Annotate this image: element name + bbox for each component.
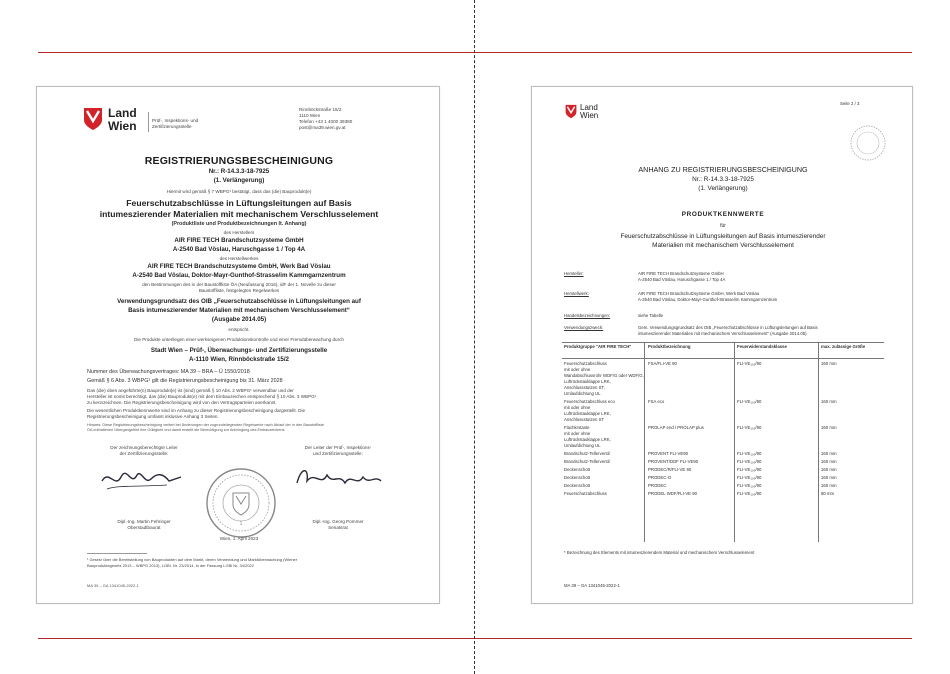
address-phone: Telefon +43 1 4000 39380 — [299, 119, 353, 124]
logo-land: Land — [108, 106, 137, 120]
signature-right — [293, 459, 385, 499]
annex-product-title-2: Materialien mit mechanischem Verschlusselement — [652, 242, 794, 249]
th-class: Feuerwiderstandsklasse — [737, 344, 787, 349]
kennwerte-heading: PRODUKTKENNWERTE — [681, 211, 765, 218]
authority-address: A-1110 Wien, Rinnböckstraße 15/2 — [188, 356, 289, 363]
table-col-rule-1 — [644, 342, 645, 542]
cell-size: 160 mm — [821, 483, 837, 488]
logo-divider — [148, 112, 149, 132]
manufacturer-label: des Herstellers — [223, 230, 255, 235]
cell-group: Feuerschutzabschluss — [564, 491, 607, 496]
table-col-rule-3 — [818, 342, 819, 542]
annex-extension: (1. Verlängerung) — [698, 185, 748, 192]
sign-right-name: Dipl.-Ing. Georg Pommer — [312, 519, 364, 524]
cell-group: Brandschutz-Tellerventil — [564, 451, 610, 456]
cell-group: Deckenschott — [564, 467, 591, 472]
wien-shield-icon — [83, 107, 103, 131]
control-text: Die Produkte unterliegen einer werkseigenen Produktionskontrolle und einer Fremdüberwachung durch — [134, 337, 344, 342]
center-fold-line — [474, 0, 475, 674]
cell-group: Anschlussstutzen ST, — [564, 385, 605, 390]
cell-group: Flachkrstaste — [564, 425, 590, 430]
cell-class: FLI-VE₁₀₀/90 — [737, 451, 762, 456]
manufacturer-address: A-2540 Bad Vöslau, Haruschgasse 1 / Top 4A — [172, 246, 306, 253]
cell-group: Feuerschutzabschluss — [564, 361, 607, 366]
logo-wien: Wien — [108, 119, 137, 133]
cell-name: FSA/FLI-VE 90 — [648, 361, 677, 366]
logo-sub-2: Zertifizierungsstelle — [152, 124, 192, 129]
oib-title-2: Basis intumeszierender Materialien mit mechanischem Verschlusselement“ — [128, 307, 350, 314]
cell-group: Umlaufdichtung UL — [564, 391, 601, 396]
signature-left — [97, 459, 187, 499]
cell-class: FLI-VE₁₀₀/90 — [737, 491, 762, 496]
cell-name: PRODEC — [648, 483, 667, 488]
sign-right-head-2: und Zertifizierungsstelle: — [313, 451, 363, 456]
info-value-zweck-2: intumeszierender Materialien mit mechanischem Verschlusselement“ (Ausgabe 2014.05) — [638, 331, 807, 336]
cell-class: FLI-VE₁₀₀/90 — [737, 467, 762, 472]
footnote-rule — [87, 553, 147, 554]
contract-number: Nummer des Überwachungsvertrages: MA 39 – BRA – Ü 1550/2018 — [87, 369, 250, 375]
cell-class: FLI-VE₁₀₀/90 — [737, 483, 762, 488]
cell-group: Deckenschott — [564, 475, 591, 480]
basis-line-1: den Bestimmungen des in der Baustoffliste ÖA (Neufassung 2016), idF der 1. Novelle zu dieser — [142, 282, 336, 287]
body-line-1: Das (die) oben angeführte(n) Bauprodukt(e) ist (sind) gemäß § 10 Abs. 2 WBPG¹ verwendbar und der — [87, 388, 294, 393]
entspricht-text: entspricht. — [228, 327, 250, 332]
info-label-handel: Handelsbezeichnungen: — [564, 313, 611, 318]
sign-left-head-2: der Zertifizierungsstelle: — [119, 451, 169, 456]
annex-product-title-1: Feuerschutzabschlüsse in Lüftungsleitungen auf Basis intumeszierender — [620, 233, 826, 240]
cell-size: 160 mm — [821, 451, 837, 456]
cell-size: 160 mm — [821, 399, 837, 404]
address-street: Rinnböckstraße 15/2 — [299, 107, 342, 112]
plant-label: des Herstellwerkes — [219, 256, 259, 261]
top-guide-line — [38, 52, 912, 53]
logo-sub-1: Prüf-, Inspektions- und — [152, 118, 199, 123]
validity-text: Gemäß § 6 Abs. 3 WBPG¹ gilt die Registrierungsbescheinigung bis 31. März 2028 — [87, 378, 283, 384]
table-top-rule — [562, 342, 884, 343]
cell-class: FLI-VE₁₀₀/90 — [737, 399, 762, 404]
certificate-title: REGISTRIERUNGSBESCHEINIGUNG — [144, 155, 334, 167]
annex-footer-code: MA 39 – GA 1341045-2022-1 — [564, 583, 620, 588]
sign-left-head-1: Der zeichnungsberechtigte Leiter — [110, 445, 178, 450]
cell-class: FLI-VE₁₀₀/90 — [737, 425, 762, 430]
wien-shield-icon-small — [565, 104, 577, 119]
info-value-hersteller-2: A-2540 Bad Vöslau, Haruschgasse 1 / Top 4A — [638, 277, 726, 282]
th-name: Produktbezeichnung — [648, 344, 691, 349]
cell-group: Luftrückstauklappe LRK, — [564, 437, 611, 442]
product-note: (Produktliste und Produktbezeichnungen lt. Anhang) — [171, 221, 307, 227]
cell-class: FLI-VE₁₀₀/90 — [737, 361, 762, 366]
product-title-2: intumeszierender Materialien mit mechanischem Verschlusselement — [99, 209, 379, 219]
body-line-2: Hersteller ist somit berechtigt, das (die) Bauprodukt(e) mit dem Einbauzeichen entsprechend § 10 Abs. 3 WBPG¹ — [87, 394, 317, 399]
info-label-hersteller: Hersteller: — [564, 271, 584, 276]
annex-title: ANHANG ZU REGISTRIERUNGSBESCHEINIGUNG — [638, 165, 808, 174]
product-title-1: Feuerschutzabschlüsse in Lüftungsleitungen auf Basis — [126, 198, 352, 208]
plant-name: AIR FIRE TECH Brandschutzsysteme GmbH, Werk Bad Vöslau — [147, 263, 331, 270]
info-value-werk-1: AIR FIRE TECH Brandschutzsysteme GmbH, Werk Bad Vöslau — [638, 291, 760, 296]
place-date: Wien, 1. April 2023 — [219, 536, 259, 541]
cell-group: Umlaufdichtung UL — [564, 443, 601, 448]
th-group: Produktgruppe "AIR FIRE TECH" — [564, 344, 632, 349]
info-value-hersteller-1: AIR FIRE TECH Brandschutzsysteme GmbH — [638, 271, 724, 276]
cell-name: PROVENT/DDF FLI-VE90 — [648, 459, 699, 464]
cell-name: FSA eco — [648, 399, 665, 404]
body-line-5: Registrierungsbescheinigung umfasst inklusive Anhang 3 Seiten. — [87, 414, 219, 419]
svg-text:1: 1 — [239, 521, 243, 527]
footer-code: MA 39 – GA 1341045-2022-1 — [87, 583, 139, 588]
basis-line-2: Baustoffliste, festgelegten Regelwerkes — [198, 288, 280, 293]
info-value-zweck-1: Gem. Verwendungsgrundsatz des OIB „Feuerschutzabschlüsse in Lüftungsleitungen auf Basis — [638, 325, 818, 330]
sign-right-head-1: Der Leiter der Prüf-, Inspektions- — [304, 445, 372, 450]
cell-size: 160 mm — [821, 361, 837, 366]
logo-wien-small: Wien — [580, 111, 599, 120]
fuer-text: für — [720, 223, 726, 229]
body-line-4: Die wesentlichen Produktkennwerte sind im Anhang zu dieser Registrierungsbescheinigung dargestellt. Die — [87, 408, 306, 413]
th-size: max. zulässige Größe — [821, 344, 866, 349]
sign-left-name: Dipl.-Ing. Martin Fehringer — [117, 519, 171, 524]
cell-class: FLI-VE₁₀₀/90 — [737, 475, 762, 480]
table-header-rule — [562, 358, 884, 359]
intro-text: Hiermit wird gemäß § 7 WBPG¹ bestätigt, dass das (die) Bauprodukt(e) — [166, 189, 312, 194]
cell-size: 160 mm — [821, 425, 837, 430]
plant-address: A-2540 Bad Vöslau, Doktor-Mayr-Gunthof-Strasse/im Kammgarnzentrum — [132, 272, 346, 279]
note-line-1: Hinweis: Diese Registrierungsbescheinigung verliert bei Änderungen der zugrundeliegenden Regelwerke nach Ablauf der in den Baustoffliste — [87, 423, 324, 427]
cell-name: PRODEC/R/FLI-VE 90 — [648, 467, 692, 472]
table-note: * Bezeichnung des Elements mit intumeszierendem Material und mechanischem Verschlusselement — [564, 550, 755, 555]
cell-group: Feuerschutzabschluss eco — [564, 399, 615, 404]
cell-size: 160 mm — [821, 475, 837, 480]
authority-name: Stadt Wien – Prüf-, Überwachungs- und Zertifizierungsstelle — [150, 347, 328, 354]
note-line-2: ÖA enthaltenen Übergangsfrist ihre Gültigkeit und damit erstellt die Berechtigung zur Anbringung des Einbauzeichens. — [87, 428, 286, 432]
cell-class: FLI-VE₁₀₀/90 — [737, 459, 762, 464]
certificate-page — [36, 86, 440, 604]
footnote-line-2: Bauproduktegesetz 2013 – WBPG 2013), LGBl. Nr. 23/2014, in der Fassung LGBl Nr. 34/2022 — [87, 563, 254, 568]
logo-land-small: Land — [580, 103, 598, 112]
cell-group: Luftrückstauklappe LRK, — [564, 379, 611, 384]
info-value-handel: siehe Tabelle — [638, 313, 664, 318]
certificate-extension: (1. Verlängerung) — [213, 177, 265, 184]
table-col-rule-2 — [734, 342, 735, 542]
sign-left-title: Oberstadtbaurat — [127, 525, 161, 530]
cell-group: mit oder ohne — [564, 367, 591, 372]
cell-group: Luftrückstauklappe LRK, — [564, 411, 611, 416]
cell-group: Anschlussstutzen ST — [564, 417, 605, 422]
cell-size: 160 mm — [821, 467, 837, 472]
cell-group: mit oder ohne — [564, 431, 591, 436]
cell-group: Wandabschlussrohr WDF/G oder WDF/G, — [564, 373, 644, 378]
cell-name: PRODEL WDF/FLI-VE 90 — [648, 491, 698, 496]
cell-size: 160 mm — [821, 459, 837, 464]
cell-group: Deckenschott — [564, 483, 591, 488]
cell-group: mit oder ohne — [564, 405, 591, 410]
bottom-guide-line — [38, 638, 912, 639]
oib-title-3: (Ausgabe 2014.05) — [211, 316, 267, 323]
oib-title-1: Verwendungsgrundsatz des OIB „Feuerschutzabschlüsse in Lüftungsleitungen auf — [117, 298, 361, 305]
sign-right-title: Senatsrat — [328, 525, 348, 530]
cell-name: PROLAP end / PROLAP plus — [648, 425, 704, 430]
manufacturer-name: AIR FIRE TECH Brandschutzsysteme GmbH — [174, 237, 304, 244]
annex-number: Nr.: R-14.3.3-18-7925 — [692, 176, 754, 183]
page-number: Seite 2 / 3 — [840, 101, 860, 106]
footnote-line-1: ¹ Gesetz über die Bereitstellung von Bauprodukten auf dem Markt, deren Verwendung und Marktüberwachung (Wiener — [87, 557, 298, 562]
address-email: post@ma39.wien.gv.at — [299, 125, 346, 130]
cell-name: PRODEC-O — [648, 475, 672, 480]
cell-name: PROVENT FLI-VE90 — [648, 451, 689, 456]
cell-group: Brandschutz-Tellerventil — [564, 459, 610, 464]
certificate-number: Nr.: R-14.3.3-18-7925 — [208, 168, 270, 175]
official-seal-icon — [205, 467, 277, 539]
address-city: 1110 Wien — [299, 113, 321, 118]
stamp-icon — [848, 123, 888, 163]
cell-size: 80 mm — [821, 491, 835, 496]
body-line-3: zu kennzeichnen. Die Registrierungsbescheinigung wird von den Vertragsparteien anerkannt. — [87, 400, 277, 405]
info-label-werk: Herstellwerk: — [564, 291, 589, 296]
info-label-zweck: Verwendungszweck: — [564, 325, 604, 330]
info-value-werk-2: A-2540 Bad Vöslau, Doktor-Mayr-Gunthof-Strasse/im Kammgarnzentrum — [638, 297, 778, 302]
annex-page — [531, 86, 913, 604]
product-table — [562, 342, 884, 542]
